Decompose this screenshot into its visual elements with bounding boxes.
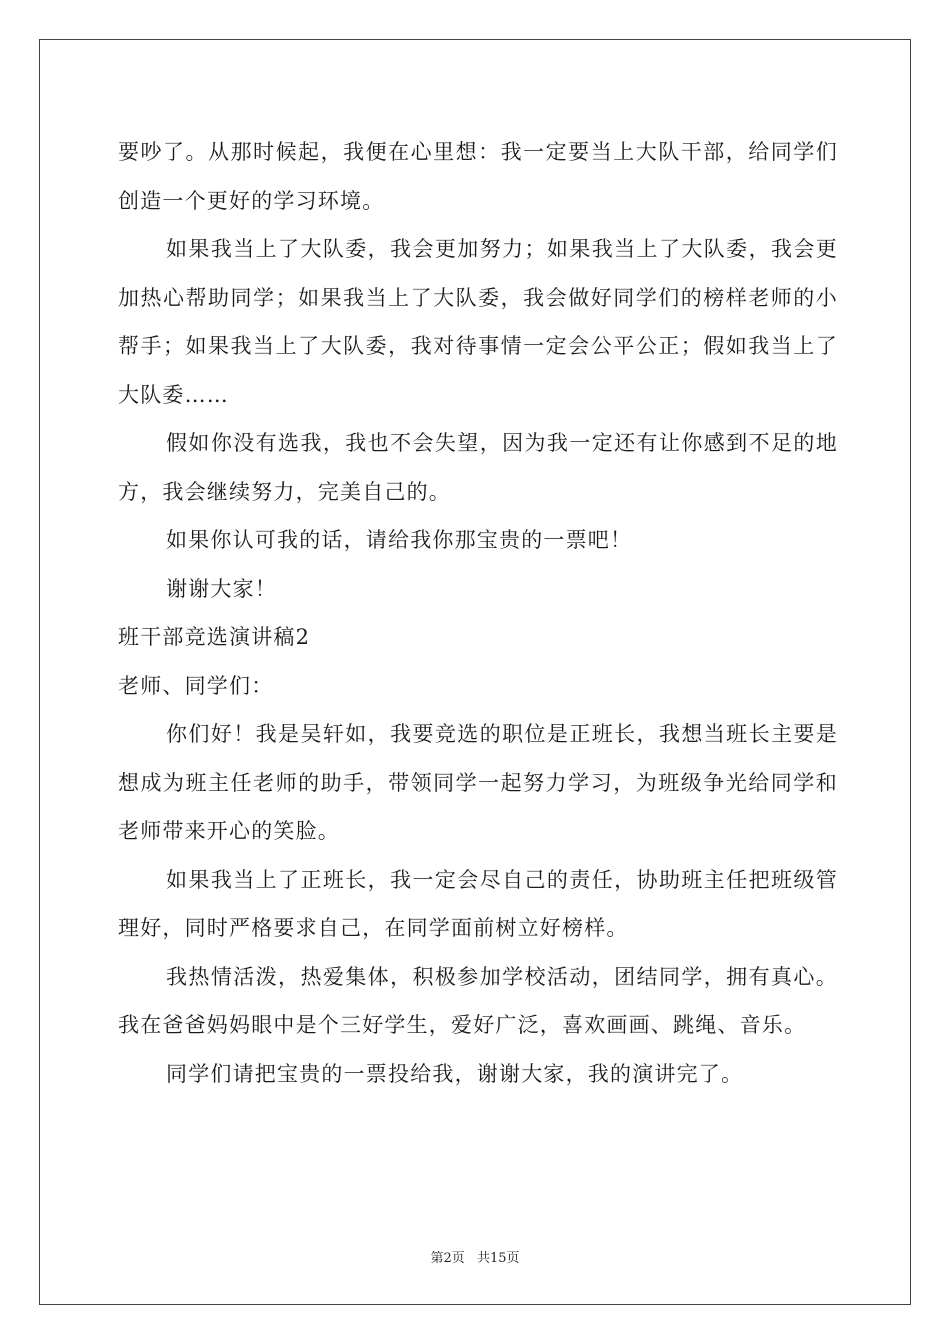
paragraph-10: 我热情活泼，热爱集体，积极参加学校活动，团结同学，拥有真心。我在爸爸妈妈眼中是个三好学生，爱好广泛，喜欢画画、跳绳、音乐。: [118, 964, 838, 1037]
paragraph-2: 如果我当上了大队委，我会更加努力；如果我当上了大队委，我会更加热心帮助同学；如果我当上了大队委，我会做好同学们的榜样老师的小帮手；如果我当上了大队委，我对待事情一定会公平公正；假如我当上了大队委……: [118, 237, 838, 407]
paragraph-8: 你们好！我是吴轩如，我要竞选的职位是正班长，我想当班长主要是想成为班主任老师的助手，带领同学一起努力学习，为班级争光给同学和老师带来开心的笑脸。: [118, 722, 838, 843]
page-number: 第2页: [430, 1251, 465, 1266]
page-total: 共15页: [476, 1251, 520, 1266]
document-body: [118, 128, 838, 1098]
paragraph-3: 假如你没有选我，我也不会失望，因为我一定还有让你感到不足的地方，我会继续努力，完美自己的。: [118, 431, 838, 504]
paragraph-4: 如果你认可我的话，请给我你那宝贵的一票吧！: [166, 528, 633, 552]
paragraph-1: 要吵了。从那时候起，我便在心里想：我一定要当上大队干部，给同学们创造一个更好的学习环境。: [118, 140, 838, 213]
paragraph-5: 谢谢大家！: [166, 576, 277, 601]
page-footer: [0, 1247, 950, 1266]
paragraph-11: 同学们请把宝贵的一票投给我，谢谢大家，我的演讲完了。: [166, 1061, 744, 1086]
salutation: 老师、同学们：: [118, 673, 274, 698]
paragraph-9: 如果我当上了正班长，我一定会尽自己的责任，协助班主任把班级管理好，同时严格要求自己，在同学面前树立好榜样。: [118, 867, 838, 940]
section-title: 班干部竞选演讲稿2: [118, 625, 311, 649]
